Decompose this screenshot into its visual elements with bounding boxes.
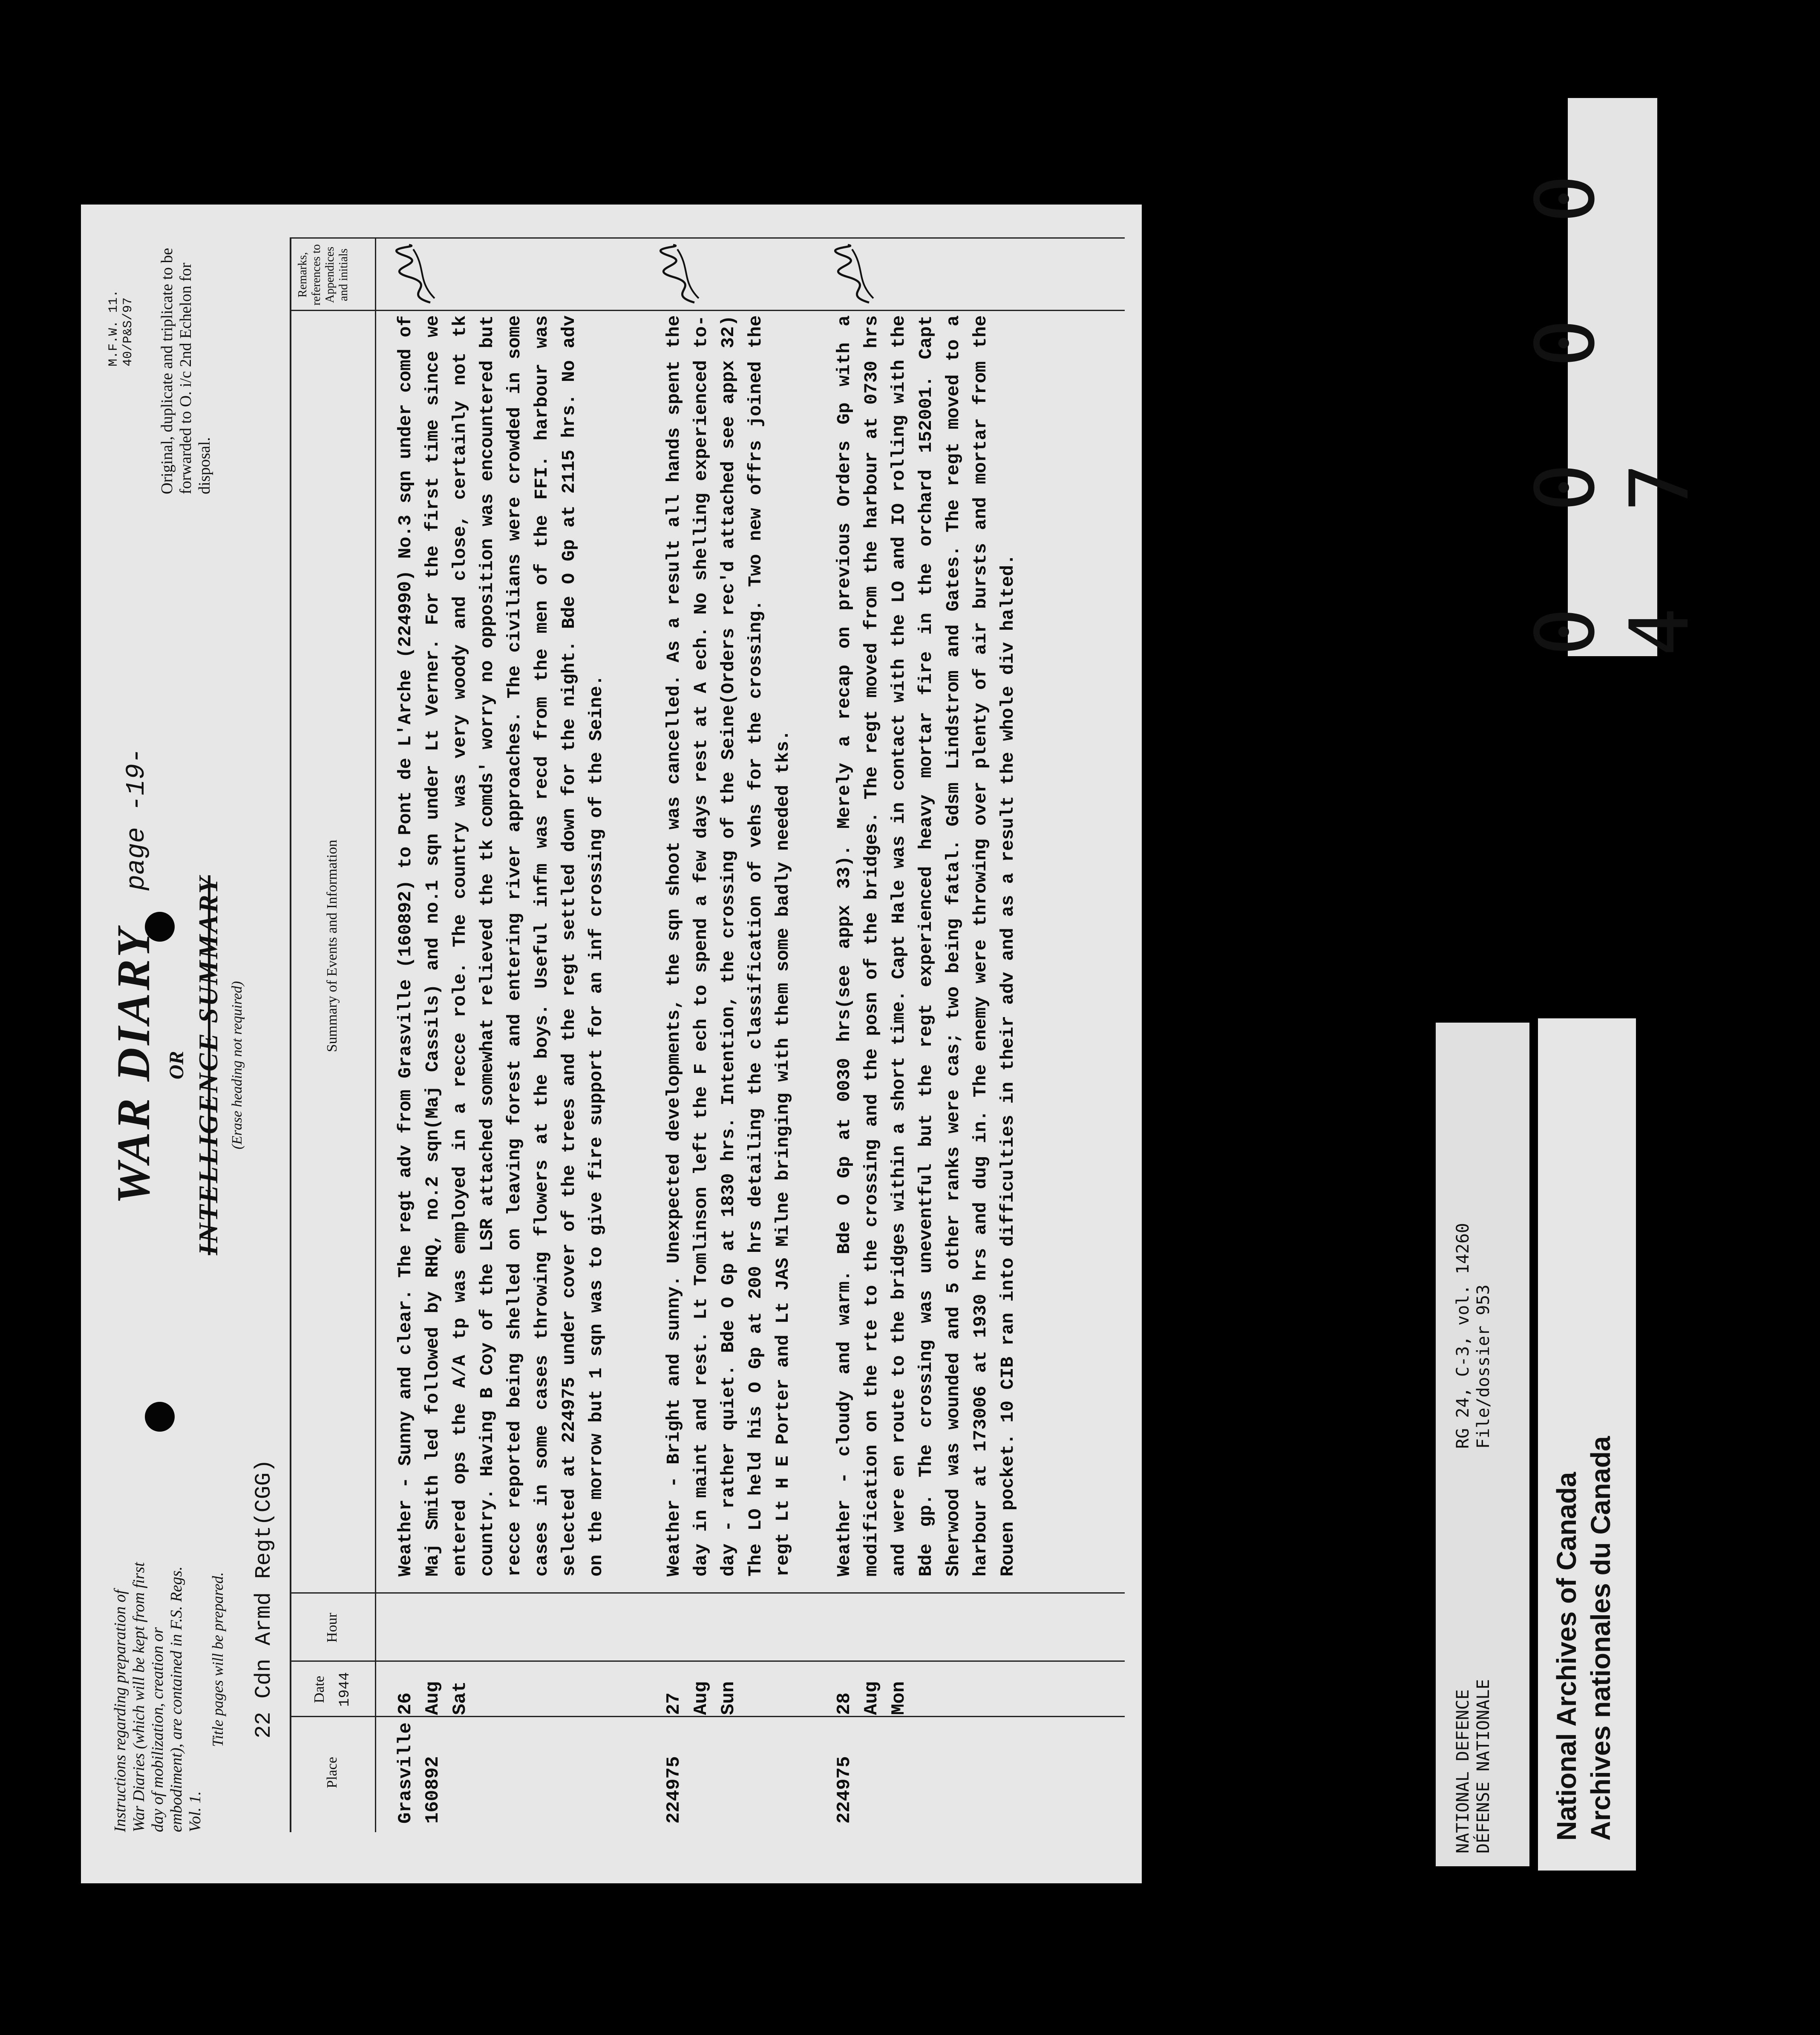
instructions-note: Instructions regarding preparation of War Diaries (which will be kept from first day of mobilization, creation or embodiment), are contained in F.S. Regs. Vol. 1. [111,1562,204,1832]
entry-summary: Weather - Bright and sunny. Unexpected developments, the sqn shoot was cancelled. As a result all hands spent the day in maint and rest. Lt Tomlinson left the F ech to spend a few days rest at A ech. No shelling experienced to-day - rather quiet. Bde O Gp at 1830 hrs. Intention, the crossing of the Seine(Orders rec'd attached see appx 32) The LO held his O Gp at 200 hrs detailing the classification of vehs for the crossing. Two new offrs joined the regt Lt H E Porter and Lt JAS Milne bringing with them some badly needed tks. [663,315,793,1577]
punch-hole-left [145,1402,175,1432]
initials-signature [392,243,443,307]
col-rule-end [290,237,1125,239]
department-label [1453,1679,1494,1853]
initials-signature [656,243,707,307]
file-reference: File/dossier 953 [1474,1284,1493,1449]
record-reference [1453,1223,1494,1449]
form-code: M.F.W. 11. 40/P&S/97 [107,289,135,366]
form-title-or: OR [165,1051,188,1080]
page-number: page -19- [121,748,152,891]
entry-summary: Weather - Sunny and clear. The regt adv from Grasville (160892) to Pont de L'Arche (224990) No.3 sqn under comd of Maj Smith led followed by RHQ, no.2 sqn(Maj Cassils) and no.1 sqn under Lt Verner. For the first time since we entered ops the A/A tp was employed in a recce role. The country was very woody and close, certainly not tk country. Having B Coy of the LSR attached somewhat relieved the tk comds' worry no opposition was encountered but recce reported being shelled on leaving forest and entering river approaches. The civilians were crowded in some cases in some cases throwing flowers at the boys. Useful infm was recd from the men of the FFI. harbour was selected at 224975 under cover of the trees and the regt settled down for the night. Bde O Gp at 2115 hrs. No adv on the morrow but 1 sqn was to give fire support for an inf crossing of the Seine. [395,315,607,1577]
archive-reference-card [1436,1023,1529,1866]
distribution-note: Original, duplicate and triplicate to be forwarded to O. i/c 2nd Echelon for disposal. [158,248,213,494]
archives-label-card [1538,1018,1636,1871]
col-rule-place [290,1716,1125,1717]
column-header-hour: Hour [324,1613,340,1643]
column-header-year: 1944 [337,1672,353,1707]
col-rule-hour [290,1592,1125,1594]
war-diary-form [81,205,1142,1883]
erase-heading-note: (Erase heading not required) [229,981,245,1150]
archives-name-fr: Archives nationales du Canada [1585,1436,1616,1841]
unit-name: 22 Cdn Armd Regt(CGG) [251,1459,276,1738]
frame-number: 0 0 0 0 4 7 [1518,151,1707,656]
entry-date: 28 Aug Mon [834,1681,910,1715]
department-fr: DÉFENSE NATIONALE [1474,1679,1493,1853]
archives-name-en: National Archives of Canada [1551,1472,1582,1841]
column-header-place: Place [324,1757,340,1788]
col-rule-remarks [290,310,1125,311]
column-header-date: Date [311,1675,327,1704]
entry-place: 224975 [834,1756,855,1824]
initials-signature [831,243,882,307]
entry-place: 224975 [663,1756,685,1824]
entry-summary: Weather - cloudy and warm. Bde O Gp at 0030 hrs(see appx 33). Merely a recap on previous Orders Gp with a modification on the rte to the crossing and the posn of the bridges. The regt moved from the harbour at 0730 hrs and were en route to the bridges within a short time. Capt Hale was in contact with the LO and IO rolling with the Bde gp. The crossing was uneventful but the regt experienced heavy mortar fire in the orchard 152001. Capt Sherwood was wounded and 5 other ranks were cas; two being fatal. Gdsm Lindstrom and Gates. The regt moved to a harbour at 173006 at 1930 hrs and dug in. The enemy were throwing over plenty of air bursts and mortar from the Rouen pocket. 10 CIB ran into difficulties in their adv and as a result the whole div halted. [834,315,1018,1577]
entry-place: Grasville 160892 [395,1722,443,1824]
form-title: WAR DIARY [107,926,159,1205]
record-group-reference: RG 24, C-3, vol. 14260 [1453,1223,1473,1449]
column-header-remarks: Remarks, references to Appendices and initials [296,244,350,306]
entry-date: 27 Aug Sun [663,1681,739,1715]
column-header-summary: Summary of Events and Information [324,839,340,1052]
department-en: NATIONAL DEFENCE [1453,1689,1473,1853]
entry-date: 26 Aug Sat [395,1681,471,1715]
title-pages-note: Title pages will be prepared. [209,1572,226,1747]
form-alt-title: INTELLIGENCE SUMMARY [193,875,223,1255]
frame-number-card [1518,98,1707,656]
